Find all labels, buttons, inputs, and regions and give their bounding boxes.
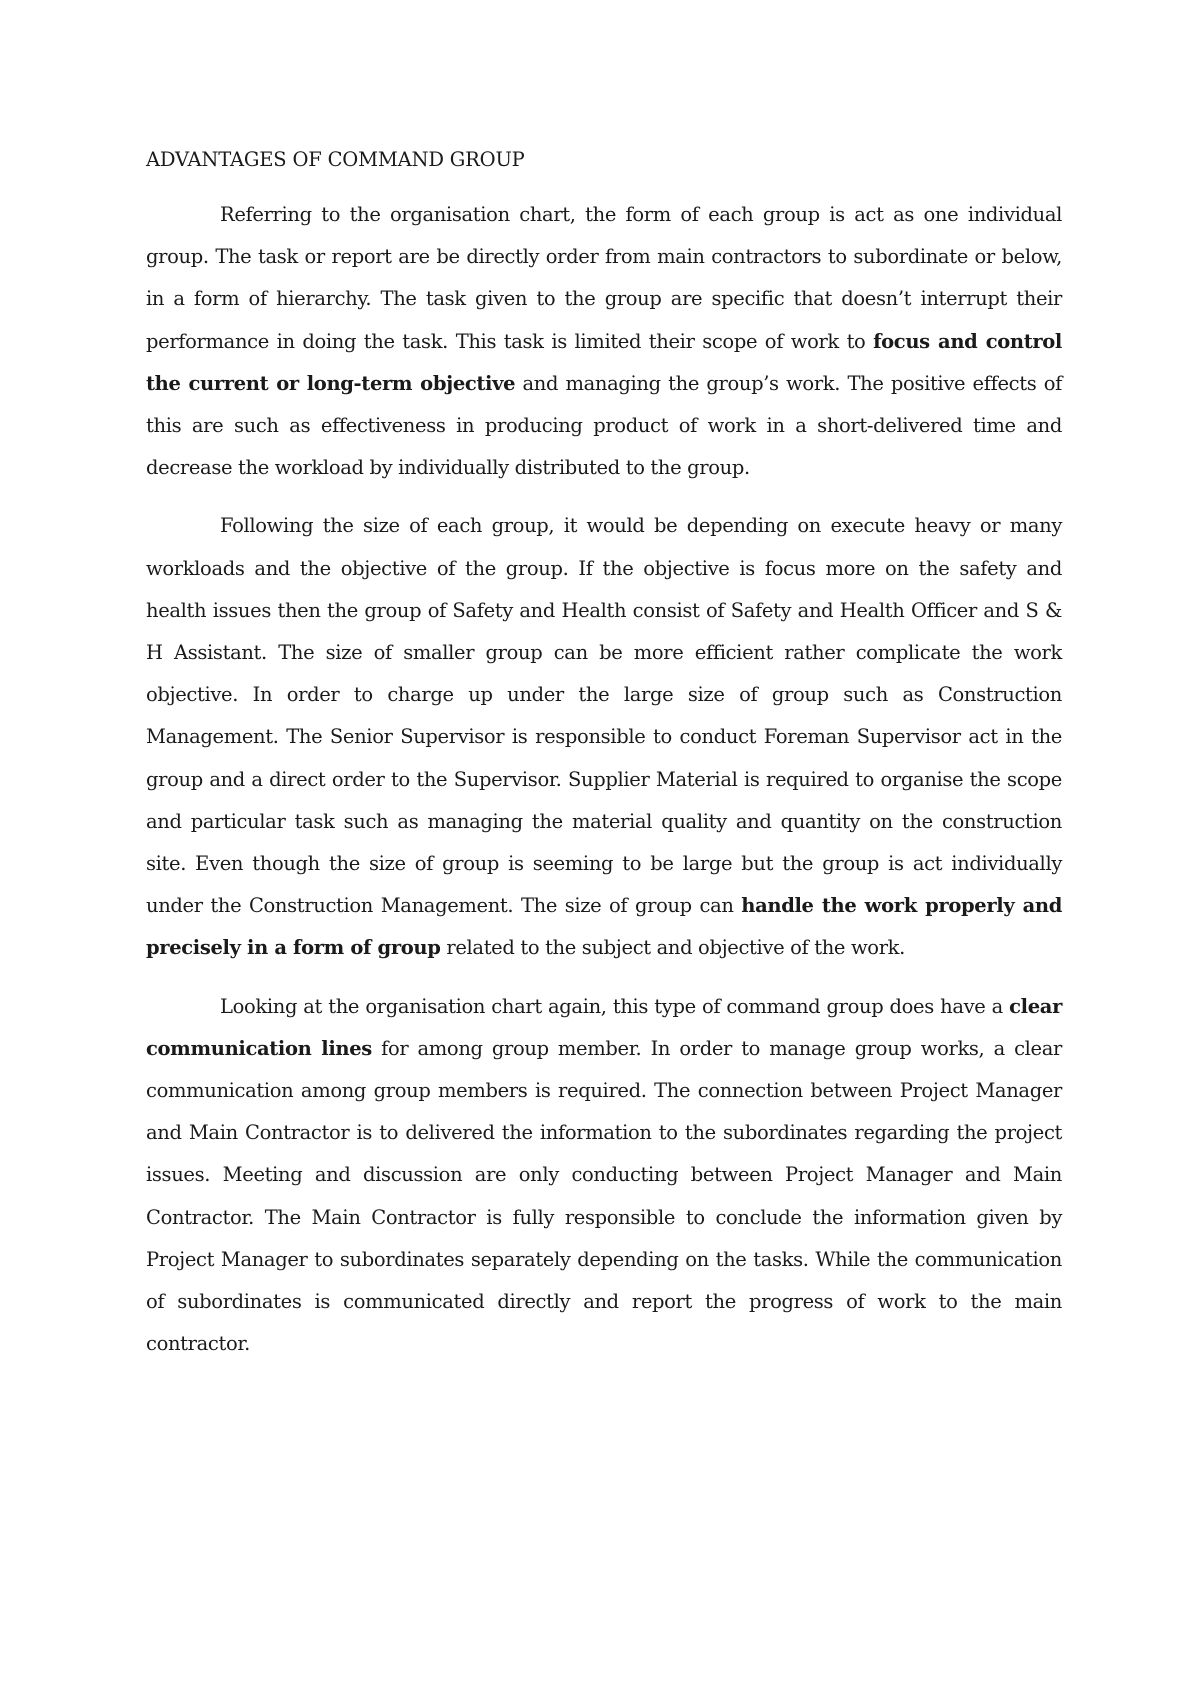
bold-emphasis: focus and control the current or long-term objective [146,329,1062,395]
bold-emphasis: handle the work properly and precisely in a form of group [146,894,1062,960]
bold-emphasis: clear communication lines [146,994,1062,1060]
paragraph-text: Following the size of each group, it would be depending on execute heavy or many workloads and the objective of the group. If the objective is focus more on the safety and health issues then the group of Safety and Health consist of Safety and Health Officer and S & H Assistant. The size of smaller group can be more efficient rather complicate the work objective. In order to charge up under the large size of group such as Construction Management. The Senior Supervisor is responsible to conduct Foreman Supervisor act in the group and a direct order to the Supervisor. Supplier Material is required to organise the scope and particular task such as managing the material quality and quantity on the construction site. Even though the size of group is seeming to be large but the group is act individually under the Construction Management. The size of group can [146,514,1062,918]
paragraph-text: related to the subject and objective of the work. [440,936,905,960]
paragraph-1 [146,194,1062,489]
paragraph-text: Looking at the organisation chart again, this type of command group does have a [220,994,1010,1018]
paragraph-text: Referring to the organisation chart, the form of each group is act as one individual group. The task or report are be directly order from main contractors to subordinate or below, in a form of hierarchy. The task given to the group are specific that doesn’t interrupt their performance in doing the task. This task is limited their scope of work to [146,203,1062,353]
paragraph-text: and managing the group’s work. The positive effects of this are such as effectiveness in producing product of work in a short-delivered time and decrease the workload by individually distributed to the group. [146,371,1062,480]
paragraph-3 [146,986,1062,1366]
paragraph-2 [146,505,1062,969]
document-body [146,148,1062,1365]
paragraph-text: for among group member. In order to manage group works, a clear communication among group members is required. The connection between Project Manager and Main Contractor is to delivered the information to the subordinates regarding the project issues. Meeting and discussion are only conducting between Project Manager and Main Contractor. The Main Contractor is fully responsible to conclude the information given by Project Manager to subordinates separately depending on the tasks. While the communication of subordinates is communicated directly and report the progress of work to the main contractor. [146,1036,1062,1356]
document-title: ADVANTAGES OF COMMAND GROUP [146,148,525,171]
